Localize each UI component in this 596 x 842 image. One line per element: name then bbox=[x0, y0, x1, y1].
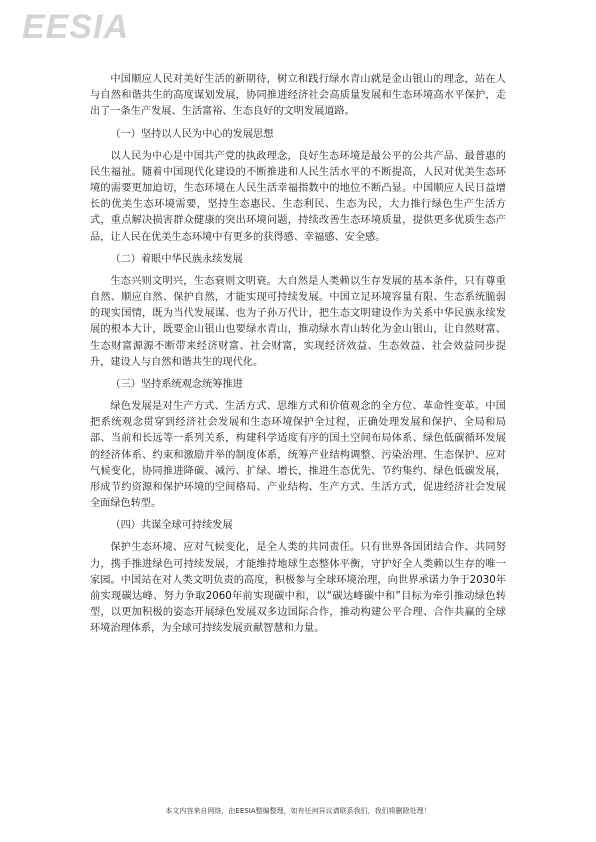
eesia-logo: EESIA bbox=[22, 8, 130, 46]
section-body-3: 绿色发展是对生产方式、生活方式、思维方式和价值观念的全方位、革命性变革。中国把系统观念贯穿到经济社会发展和生态环境保护全过程，正确处理发展和保护、全局和局部、当前和长远等一系列关系，构建科学适度有序的国土空间布局体系、绿色低碳循环发展的经济体系、约束和激励并举的制度体系，统筹产业结构调整、污染治理、生态保护、应对气候变化，协同推进降碳、减污、扩绿、增长，推进生态优先、节约集约、绿色低碳发展，形成节约资源和保护环境的空间格局、产业结构、生产方式、生活方式，促进经济社会发展全面绿色转型。 bbox=[90, 401, 506, 510]
intro-paragraph: 中国顺应人民对美好生活的新期待，树立和践行绿水青山就是金山银山的理念，站在人与自然和谐共生的高度谋划发展，协同推进经济社会高质量发展和生态环境高水平保护，走出了一条生产发展、生活富裕、生态良好的文明发展道路。 bbox=[90, 74, 506, 118]
section-heading-2: （二）着眼中华民族永续发展 bbox=[110, 253, 243, 265]
section-body-2: 生态兴则文明兴，生态衰则文明衰。大自然是人类赖以生存发展的基本条件，只有尊重自然、顺应自然、保护自然，才能实现可持续发展。中国立足环境容量有限、生态系统脆弱的现实国情，既为当代发展谋、也为子孙万代计，把生态文明建设作为关系中华民族永续发展的根本大计，既要金山银山也要绿水青山，推动绿水青山转化为金山银山，让自然财富、生态财富源源不断带来经济财富、社会财富，实现经济效益、生态效益、社会效益同步提升，建设人与自然和谐共生的现代化。 bbox=[90, 275, 506, 368]
section-heading-1: （一）坚持以人民为中心的发展思想 bbox=[110, 128, 274, 140]
section-heading-3: （三）坚持系统观念统筹推进 bbox=[110, 379, 243, 391]
section-body-4: 保护生态环境、应对气候变化，是全人类的共同责任。只有世界各国团结合作、共同努力，携手推进绿色可持续发展，才能维持地球生态整体平衡，守护好全人类赖以生存的唯一家园。中国站在对人类文明负责的高度，积极参与全球环境治理，向世界承诺力争于2030年前实现碳达峰、努力争取2060年前实现碳中和，以“碳达峰碳中和”目标为牵引推动绿色转型，以更加积极的姿态开展绿色发展双多边国际合作，推动构建公平合理、合作共赢的全球环境治理体系，为全球可持续发展贡献智慧和力量。 bbox=[90, 542, 506, 635]
document-body bbox=[90, 72, 506, 644]
section-heading-4: （四）共谋全球可持续发展 bbox=[110, 520, 233, 532]
footer-disclaimer: 本文内容来自网络，由EESIA整编整理，如有任何异议请联系我们，我们将删除处理！ bbox=[165, 807, 431, 815]
section-body-1: 以人民为中心是中国共产党的执政理念，良好生态环境是最公平的公共产品、最普惠的民生福祉。随着中国现代化建设的不断推进和人民生活水平的不断提高，人民对优美生态环境的需要更加迫切，生态环境在人民生活幸福指数中的地位不断凸显。中国顺应人民日益增长的优美生态环境需要，坚持生态惠民、生态利民、生态为民，大力推行绿色生产生活方式，重点解决损害群众健康的突出环境问题，持续改善生态环境质量，提供更多优质生态产品，让人民在优美生态环境中有更多的获得感、幸福感、安全感。 bbox=[90, 150, 506, 243]
